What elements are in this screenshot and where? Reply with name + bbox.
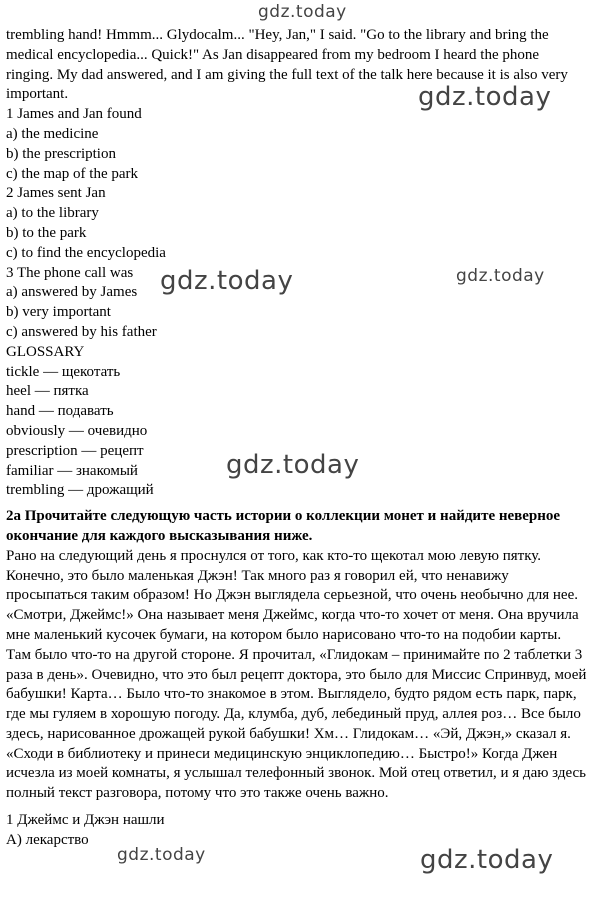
watermark: gdz.today (456, 266, 545, 286)
spacer (6, 804, 588, 811)
answer-option: c) answered by his father (6, 323, 157, 340)
glossary-item: obviously — очевидно (6, 422, 148, 439)
glossary-item: tickle — щекотать (6, 363, 121, 380)
watermark: gdz.today (420, 845, 554, 875)
answer-option: b) the prescription (6, 145, 116, 162)
watermark: gdz.today (226, 450, 360, 480)
question-stem-ru: 1 Джеймс и Джэн нашли (6, 812, 165, 829)
watermark: gdz.today (160, 266, 294, 296)
glossary-item: hand — подавать (6, 403, 114, 420)
answer-option: b) very important (6, 304, 111, 321)
glossary-item: prescription — рецепт (6, 442, 144, 459)
glossary-title: GLOSSARY (6, 343, 85, 360)
story-paragraph: trembling hand! Hmmm... Glydocalm... "Hey, Jan," I said. "Go to the library and bring the medical encyclopedia... Quick!" As Jan disappeared from my bedroom I heard the phone ringing. My dad answered, and I am giving the full text of the talk here because it is also very important. (6, 27, 568, 103)
answer-option: a) answered by James (6, 284, 138, 301)
glossary (6, 343, 588, 501)
answer-option: a) the medicine (6, 125, 99, 142)
question-stem: 1 James and Jan found (6, 106, 142, 123)
watermark: gdz.today (117, 845, 206, 865)
question-stem: 3 The phone call was (6, 264, 134, 281)
watermark: gdz.today (418, 82, 552, 112)
question-1 (6, 105, 588, 184)
question-stem: 2 James sent Jan (6, 185, 106, 202)
glossary-item: heel — пятка (6, 383, 89, 400)
answer-option-ru: А) лекарство (6, 831, 89, 848)
task-text: Рано на следующий день я проснулся от того, как кто-то щекотал мою левую пятку. Конечно, это было маленькая Джэн! Так много раз я говорил ей, что ненавижу просыпаться таким образом! Но Джэн выглядела серьезной, что очень необычно для нее. «Смотри, Джеймс!» Она называет меня Джеймс, когда что-то хочет от меня. Она вручила мне маленький кусочек бумаги, на котором было нарисовано что-то на подобии карты. Там было что-то на другой стороне. Я прочитал, «Глидокам – принимайте по 2 таблетки 3 раза в день». Очевидно, что это был рецепт доктора, это было для Миссис Спринвуд, моей бабушки! Карта… Было что-то знакомое в этом. Выглядело, будто рядом есть парк, парк, где мы гуляем в хорошую погоду. Да, клумба, дуб, лебединый пруд, аллея роз… Все было здесь, нарисованное дрожащей рукой бабушки! Хм… Глидокам… «Эй, Джэн,» сказал я. «Сходи в библиотеку и принеси медицинскую энциклопедию… Быстро!» Когда Джен исчезла из моей комнаты, я услышал телефонный звонок. Мой отец ответил, и я даю здесь полный текст разговора, потому что это также очень важно. (6, 547, 587, 802)
question-3 (6, 264, 588, 343)
answer-option: c) to find the encyclopedia (6, 244, 166, 261)
question-2 (6, 184, 588, 263)
glossary-item: trembling — дрожащий (6, 482, 154, 499)
answer-option: a) to the library (6, 205, 99, 222)
answer-option: c) the map of the park (6, 165, 139, 182)
task-heading: 2а Прочитайте следующую часть истории о коллекции монет и найдите неверное окончание для каждого высказывания ниже. (6, 508, 561, 544)
answer-option: b) to the park (6, 224, 87, 241)
glossary-item: familiar — знакомый (6, 462, 138, 479)
watermark-top: gdz.today (258, 2, 347, 22)
document-page (6, 26, 588, 851)
